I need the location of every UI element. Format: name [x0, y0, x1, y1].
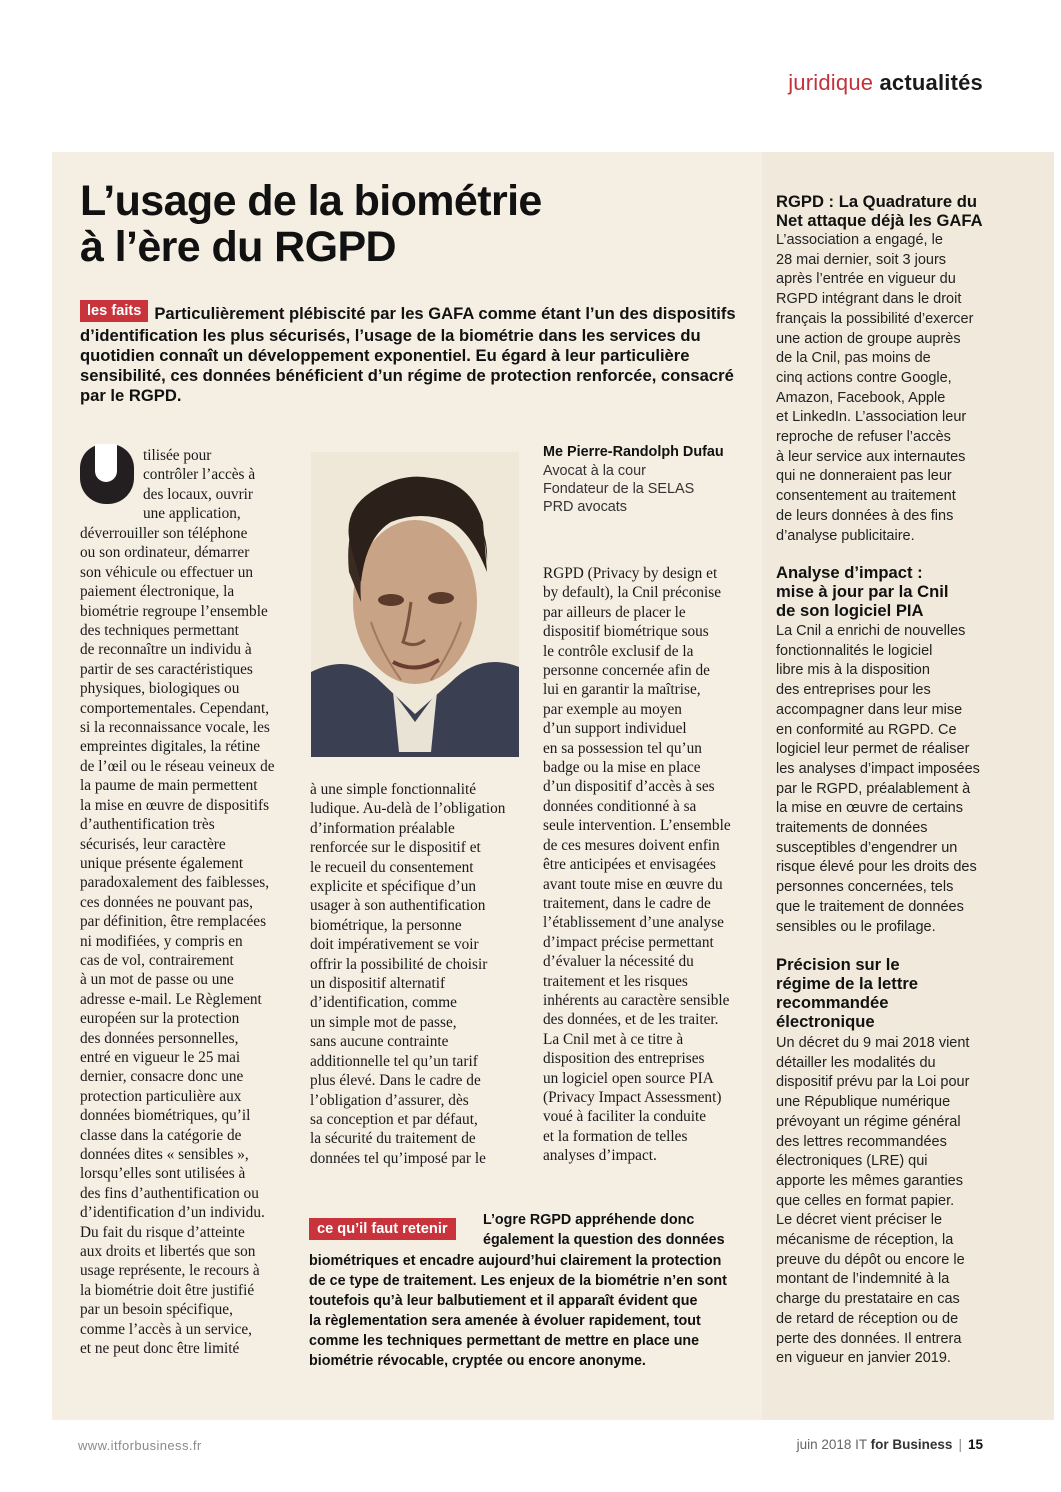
title-line-1: L’usage de la biométrie — [80, 177, 542, 225]
lede-text: Particulièrement plébiscité par les GAFA comme étant l’un des dispositifs d’identification les plus sécurisés, l’usage de la biométrie dans les services du quotidien connaît un développement exponentiel. Eu égard à leur particulière sensibilité, ces données bénéficient d’un régime de protection renforcée, consacré par le RGPD. — [80, 304, 736, 405]
facts-tag: les faits — [80, 300, 148, 322]
sidebar-body-2: La Cnil a enrichi de nouvelles fonctionnalités le logiciel libre mis à la disposition des entreprises pour les accompagner dans leur mise en conformité au RGPD. Ce logiciel leur permet de réaliser les analyses d’impact imposées par le RGPD, préalablement à la mise en œuvre de certains traitements de données susceptibles d’engendrer un risque élevé pour les droits des personnes concernées, tels que le traitement de données sensibles ou le profilage. — [776, 623, 980, 935]
page-number: 15 — [967, 1437, 983, 1452]
footer-issue-date: juin 2018 IT — [796, 1437, 871, 1452]
sidebar-heading-2-text: Analyse d’impact : mise à jour par la Cnil de son logiciel PIA — [776, 563, 949, 620]
column-1-intro: tilisée pour contrôler l’accès à des locaux, ouvrir une application, — [143, 447, 256, 523]
column-1-body: déverrouiller son téléphone ou son ordinateur, démarrer son véhicule ou effectuer un paiement électronique, la biométrie regroupe l’ensemble des techniques permettant de reconnaître un individu à partir de ses caractéristiques physiques, biologiques ou comportementales. Cependant, si la reconnaissance vocale, les empreintes digitales, la rétine de l’œil ou le réseau veineux de la paume de main permettent la mise en œuvre de dispositifs d’authentification très sécurisés, leur caractère unique présente également paradoxalement des faiblesses, ces données ne pouvant pas, par définition, être remplacées ni modifiées, y compris en cas de vol, contrairement à un mot de passe ou une adresse e-mail. Le Règlement européen sur la protection des données personnelles, entré en vigueur le 25 mai dernier, consacre donc une protection particulière aux données biométriques, qu’il classe dans la catégorie de données dites « sensibles », lorsqu’elles sont utilisées à des fins d’authentification ou d’identification d’un individu. Du fait du risque d’atteinte aux droits et libertés que son usage représente, le recours à la biométrie doit être justifié par un besoin spécifique, comme l’accès à un service, et ne peut donc être limité — [80, 525, 275, 1358]
sidebar-body-3: Un décret du 9 mai 2018 vient détailler les modalités du dispositif prévu par la Loi pour une République numérique prévoyant un régime général des lettres recommandées électroniques (LRE) qui apporte les mêmes garanties que celles en format papier. Le décret vient préciser le mécanisme de réception, la preuve du dépôt ou encore le montant de l’indemnité à la charge du prestataire en cas de retard de réception ou de perte des données. Il entrera en vigueur en janvier 2019. — [776, 1035, 970, 1367]
sidebar-heading-2 — [776, 563, 948, 620]
footer-magazine: for Business — [870, 1437, 953, 1452]
author-portrait — [311, 452, 519, 757]
sidebar-heading-3 — [776, 955, 918, 1031]
sidebar-heading-1-text: RGPD : La Quadrature du Net attaque déjà les GAFA — [776, 192, 983, 230]
retain-tag: ce qu’il faut retenir — [309, 1218, 456, 1240]
article-lede — [80, 304, 740, 406]
portrait-illustration — [311, 452, 519, 757]
article-title — [80, 178, 720, 270]
sidebar-body-1: L’association a engagé, le 28 mai dernier, soit 3 jours après l’entrée en vigueur du RGPD intégrant dans le droit français la possibilité d’exercer une action de groupe auprès de la Cnil, pas moins de cinq actions contre Google, Amazon, Facebook, Apple et LinkedIn. L’association leur reproche de refuser l’accès à leur service aux internautes qui ne donneraient pas leur consentement au traitement de leurs données à des fins d’analyse publicitaire. — [776, 232, 974, 544]
column-3-body: RGPD (Privacy by design et by default), la Cnil préconise par ailleurs de placer le dispositif biométrique sous le contrôle exclusif de la personne concernée afin de lui en garantir la maîtrise, par exemple au moyen d’un support individuel en sa possession tel qu’un badge ou la mise en place d’un dispositif d’accès à ses données conditionné à sa seule intervention. L’ensemble de ces mesures doivent enfin être anticipées et envisagées avant toute mise en œuvre du traitement, dans le cadre de l’établissement d’une analyse d’impact précise permettant d’évaluer la nécessité du traitement et les risques inhérents au caractère sensible des données, et de les traiter. La Cnil met à ce titre à disposition des entreprises un logiciel open source PIA (Privacy Impact Assessment) voué à faciliter la conduite et la formation de telles analyses d’impact. — [543, 565, 731, 1165]
drop-cap-u — [80, 444, 134, 504]
author-role: Avocat à la cour Fondateur de la SELAS PRD avocats — [543, 463, 695, 515]
footer-issue — [797, 1437, 983, 1452]
section-label-light: juridique — [788, 70, 874, 95]
column-2-body: à une simple fonctionnalité ludique. Au-delà de l’obligation d’information préalable renforcée sur le dispositif et le recueil du consentement explicite et spécifique d’un usager à son authentification biométrique, la personne doit impérativement se voir offrir la possibilité de choisir un dispositif alternatif d’identification, comme un simple mot de passe, sans aucune contrainte additionnelle tel qu’un tarif plus élevé. Dans le cadre de l’obligation d’assurer, dès sa conception et par défaut, la sécurité du traitement de données tel qu’imposé par le — [310, 781, 506, 1167]
footer-separator: | — [958, 1437, 962, 1452]
sidebar-heading-3-text: Précision sur le régime de la lettre recommandée électronique — [776, 955, 919, 1031]
title-line-2: à l’ère du RGPD — [80, 223, 396, 271]
section-header — [788, 70, 983, 96]
footer-url: www.itforbusiness.fr — [78, 1438, 202, 1453]
sidebar-heading-1 — [776, 192, 983, 230]
retain-text: biométriques et encadre aujourd’hui clairement la protection de ce type de traitement. Les enjeux de la biométrie n’en sont toutefois qu’à leur balbutiement et il apparaît évident que la règlementation sera amenée à évoluer rapidement, tout comme les techniques permettant de mettre en place une biométrie révocable, cryptée ou encore anonyme. — [309, 1253, 727, 1369]
retain-intro: L’ogre RGPD appréhende donc également la question des données — [483, 1212, 725, 1248]
author-name: Me Pierre-Randolph Dufau — [543, 444, 724, 460]
section-label-bold: actualités — [879, 70, 983, 95]
